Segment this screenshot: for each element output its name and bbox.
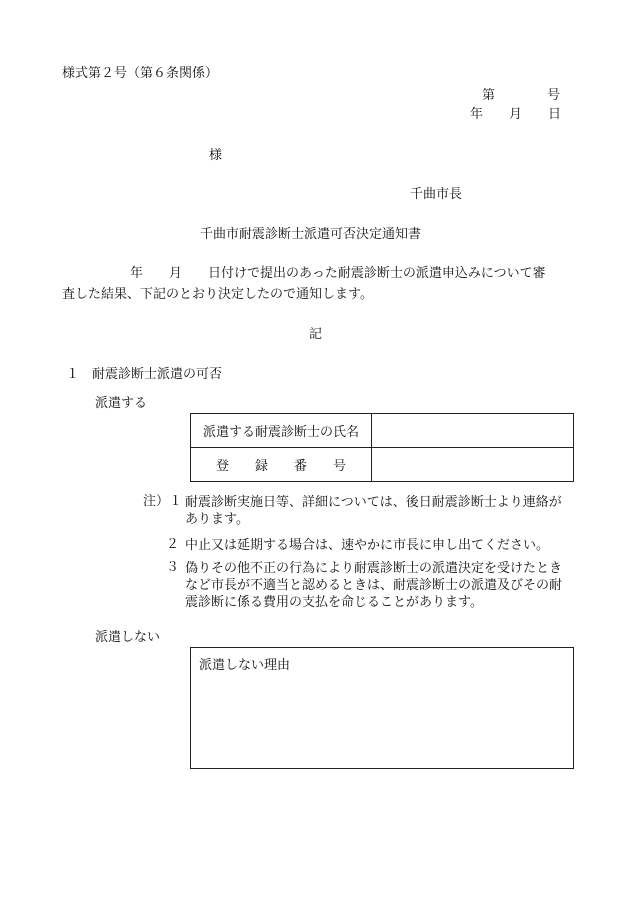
form-number: 様式第２号（第６条関係） (62, 66, 219, 81)
notes-prefix: 注）１ (143, 494, 183, 509)
specialist-name-field[interactable] (372, 414, 574, 448)
document-title: 千曲市耐震診断士派遣可否決定通知書 (200, 227, 422, 242)
issuer: 千曲市長 (410, 187, 463, 202)
note-1: 耐震診断実施日等、詳細については、後日耐震診断士より連絡があります。 (185, 495, 562, 527)
body-line-1: 年 月 日付けで提出のあった耐震診断士の派遣申込みについて審 (130, 266, 546, 281)
note-2-number: ２ (166, 537, 180, 552)
reason-box[interactable] (190, 647, 574, 769)
table-row (191, 448, 574, 482)
dispatch-label: 派遣する (95, 396, 148, 411)
specialist-name-label: 派遣する耐震診断士の氏名 (191, 414, 372, 448)
addressee: 様 (209, 148, 223, 163)
table-row (191, 414, 574, 448)
document-date: 年 月 日 (470, 107, 562, 122)
ki-heading: 記 (309, 327, 323, 342)
document-number: 第 号 (482, 88, 561, 103)
reason-label: 派遣しない理由 (199, 658, 291, 673)
note-3-number: ３ (166, 560, 180, 575)
note-3: 偽りその他不正の行為により耐震診断士の派遣決定を受けたときなど市長が不適当と認めるときは、耐震診断士の派遣及びその耐震診断に係る費用の支払を命じることがあります。 (185, 561, 563, 610)
section-heading: １ 耐震診断士派遣の可否 (66, 367, 223, 382)
dispatch-table (190, 413, 574, 482)
body-line-2: 査した結果、下記のとおり決定したので通知します。 (62, 287, 373, 302)
no-dispatch-label: 派遣しない (95, 630, 161, 645)
note-2: 中止又は延期する場合は、速やかに市長に申し出てください。 (185, 538, 550, 553)
registration-number-field[interactable] (372, 448, 574, 482)
registration-number-label: 登 録 番 号 (191, 448, 372, 482)
